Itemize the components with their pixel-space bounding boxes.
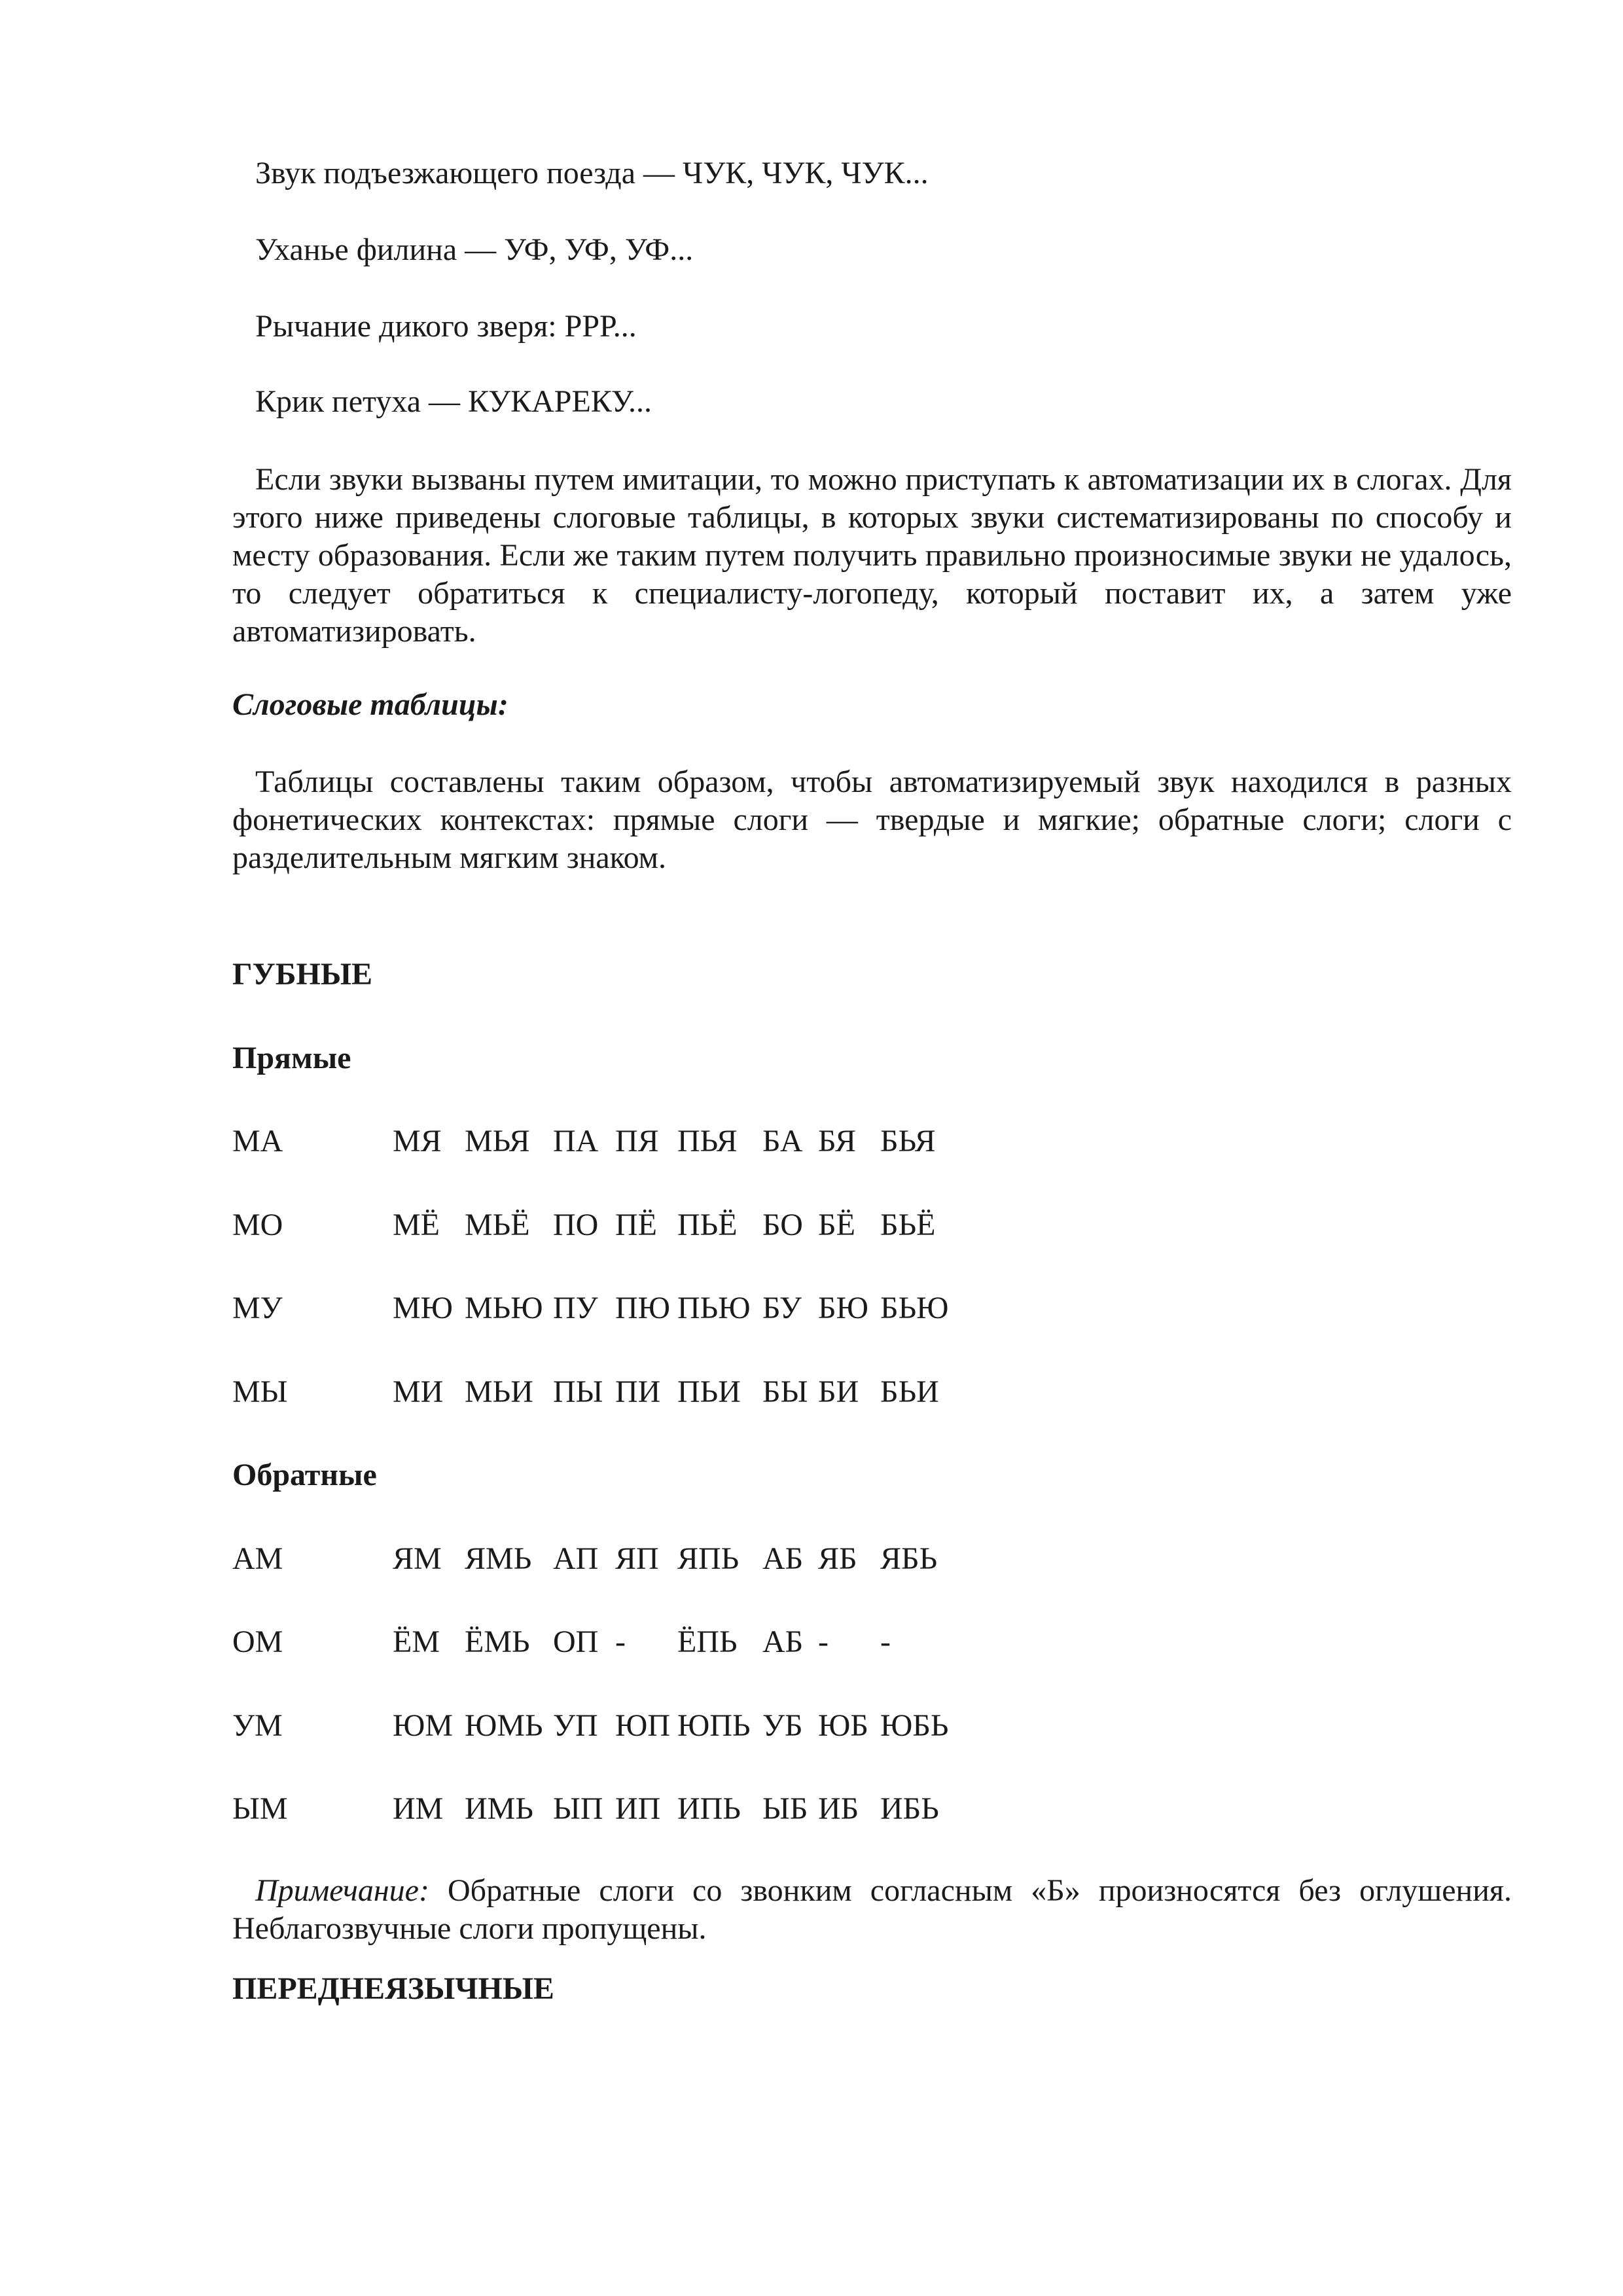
syllable: ЯМ [393, 1541, 442, 1576]
syllable: УП [553, 1708, 598, 1743]
paragraph-tables: Таблицы составлены таким образом, чтобы автоматизируемый звук находился в разных фонетических контекстах: прямые слоги — твердые и мягкие; обратные слоги; слоги с разделительным мягким знаком. [232, 764, 1512, 875]
syllable: МЁ [393, 1208, 440, 1242]
syllable: ОМ [232, 1624, 283, 1659]
syllable: ЫМ [232, 1791, 288, 1826]
syllable: УБ [762, 1708, 803, 1743]
syllable: ИБ [818, 1791, 859, 1826]
syllable: ЯПЬ [677, 1541, 740, 1576]
syllable: ЮМ [393, 1708, 454, 1743]
syllable: БУ [762, 1291, 802, 1325]
syllable: АМ [232, 1541, 283, 1576]
syllable: ПЬИ [677, 1374, 741, 1409]
syllable: УМ [232, 1708, 283, 1743]
syllable: ЯП [615, 1541, 659, 1576]
note-label: Примечание: [255, 1873, 429, 1908]
syllable: МЫ [232, 1374, 288, 1409]
syllable: ИП [615, 1791, 661, 1826]
syllable: ЯБЬ [880, 1541, 938, 1576]
syllable: БЬЯ [880, 1124, 936, 1158]
section-labial: ГУБНЫЕ [232, 957, 372, 992]
syllable: - [615, 1624, 626, 1659]
syllable: БЫ [762, 1374, 808, 1409]
syllable: МИ [393, 1374, 444, 1409]
syllable: ЫБ [762, 1791, 808, 1826]
syllable: БЬЁ [880, 1208, 936, 1242]
syllable: - [818, 1624, 829, 1659]
syllable-row-direct-3 [232, 1289, 1279, 1327]
syllable: ЮБ [818, 1708, 868, 1743]
syllable: - [880, 1624, 891, 1659]
syllable: ПЬЮ [677, 1291, 751, 1325]
syllable: АБ [762, 1624, 804, 1659]
syllable: ИБЬ [880, 1791, 939, 1826]
tables-heading: Слоговые таблицы: [232, 687, 508, 722]
subsection-direct: Прямые [232, 1041, 351, 1075]
syllable-row-direct-2 [232, 1206, 1279, 1244]
syllable-row-reverse-4 [232, 1790, 1279, 1828]
syllable: БЁ [818, 1208, 855, 1242]
syllable: МЬЮ [465, 1291, 543, 1325]
syllable: БЮ [818, 1291, 868, 1325]
syllable-row-reverse-3 [232, 1707, 1279, 1745]
syllable: ЮП [615, 1708, 670, 1743]
syllable: ИМЬ [465, 1791, 533, 1826]
syllable-row-reverse-1 [232, 1540, 1279, 1578]
intro-line-train: Звук подъезжающего поезда — ЧУК, ЧУК, ЧУК... [255, 156, 929, 190]
syllable: ПЬЯ [677, 1124, 738, 1158]
syllable: БЬИ [880, 1374, 939, 1409]
syllable: ПЁ [615, 1208, 657, 1242]
syllable: ИМ [393, 1791, 444, 1826]
syllable-row-reverse-2 [232, 1623, 1279, 1661]
syllable: АБ [762, 1541, 804, 1576]
syllable: МО [232, 1208, 283, 1242]
intro-line-rooster: Крик петуха — КУКАРЕКУ... [255, 384, 652, 419]
syllable: МЬЁ [465, 1208, 530, 1242]
syllable: МЬИ [465, 1374, 533, 1409]
note-text: Обратные слоги со звонким согласным «Б» произносятся без оглушения. Неблагозвучные слоги пропущены. [232, 1873, 1512, 1946]
syllable-row-direct-4 [232, 1373, 1279, 1411]
syllable: ИПЬ [677, 1791, 741, 1826]
intro-line-beast: Рычание дикого зверя: РРР... [255, 309, 637, 344]
syllable: ЁПЬ [677, 1624, 738, 1659]
syllable: ЁМ [393, 1624, 440, 1659]
syllable: МЬЯ [465, 1124, 530, 1158]
syllable: ЮПЬ [677, 1708, 751, 1743]
syllable: ПЬЁ [677, 1208, 738, 1242]
syllable: ОП [553, 1624, 599, 1659]
syllable: БИ [818, 1374, 859, 1409]
syllable: ПА [553, 1124, 599, 1158]
syllable-row-direct-1 [232, 1122, 1279, 1160]
syllable: ЁМЬ [465, 1624, 530, 1659]
syllable: ПИ [615, 1374, 661, 1409]
syllable: ПЯ [615, 1124, 659, 1158]
intro-line-owl: Уханье филина — УФ, УФ, УФ... [255, 232, 694, 267]
syllable: ЮМЬ [465, 1708, 543, 1743]
syllable: ПО [553, 1208, 599, 1242]
syllable: МА [232, 1124, 283, 1158]
syllable: ЫП [553, 1791, 603, 1826]
syllable: АП [553, 1541, 599, 1576]
syllable: ЯБ [818, 1541, 857, 1576]
syllable: ПЫ [553, 1374, 603, 1409]
paragraph-imitation: Если звуки вызваны путем имитации, то можно приступать к автоматизации их в слогах. Для этого ниже приведены слоговые таблицы, в которых звуки систематизированы по способу и месту образования. Если же таким путем получить правильно произносимые звуки не удалось, то следует обратиться к специалисту-логопеду, который поставит их, а затем уже автоматизировать. [232, 462, 1512, 649]
syllable: БА [762, 1124, 803, 1158]
note-paragraph [232, 1872, 1512, 1948]
syllable: ЯМЬ [465, 1541, 532, 1576]
syllable: БО [762, 1208, 803, 1242]
syllable: ПУ [553, 1291, 598, 1325]
syllable: БЯ [818, 1124, 856, 1158]
syllable: МЯ [393, 1124, 442, 1158]
subsection-reverse: Обратные [232, 1458, 377, 1492]
section-frontlingual: ПЕРЕДНЕЯЗЫЧНЫЕ [232, 1971, 554, 2006]
syllable: МУ [232, 1291, 283, 1325]
syllable: БЬЮ [880, 1291, 949, 1325]
syllable: МЮ [393, 1291, 454, 1325]
syllable: ПЮ [615, 1291, 670, 1325]
syllable: ЮБЬ [880, 1708, 949, 1743]
